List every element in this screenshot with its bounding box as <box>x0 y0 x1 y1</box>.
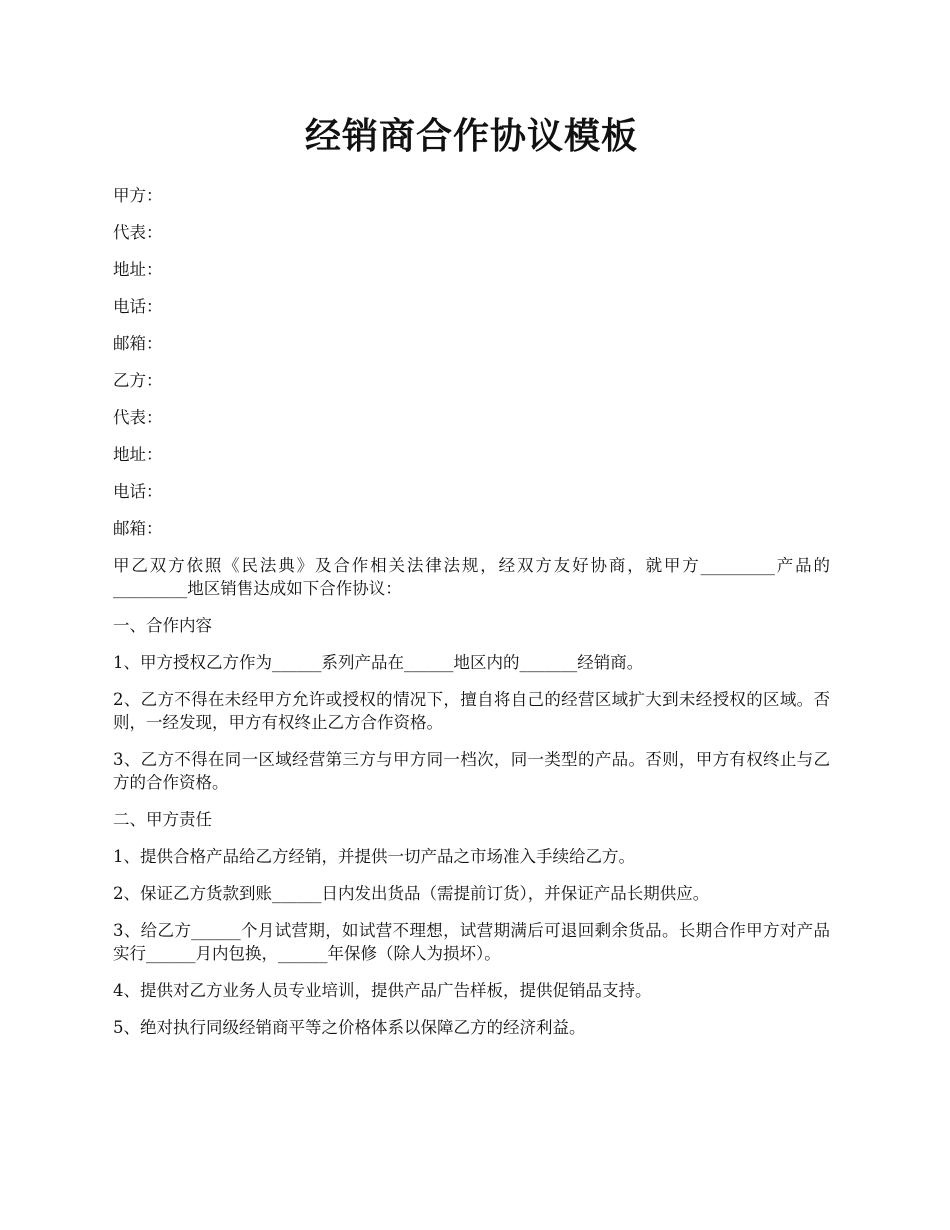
party-b-address-label: 地址： <box>113 445 163 464</box>
party-a-address-label: 地址： <box>113 260 163 279</box>
party-b-name-label: 乙方： <box>113 371 163 390</box>
party-a-representative-label: 代表： <box>113 223 163 242</box>
section-heading-cooperation: 一、合作内容 <box>113 616 212 635</box>
clause-1-2: 2、乙方不得在未经甲方允许或授权的情况下，擅自将自己的经营区域扩大到未经授权的区域。否则，一经发现，甲方有权终止乙方合作资格。 <box>113 690 830 732</box>
clause-1-1: 1、甲方授权乙方作为______系列产品在______地区内的_______经销商。 <box>113 653 644 672</box>
document-title: 经销商合作协议模板 <box>304 115 638 157</box>
party-b-phone-label: 电话： <box>113 482 163 501</box>
clause-2-3: 3、给乙方______个月试营期，如试营不理想，试营期满后可退回剩余货品。长期合作甲方对产品实行______月内包换，______年保修（除人为损坏）。 <box>113 921 830 963</box>
clause-1-3: 3、乙方不得在同一区域经营第三方与甲方同一档次，同一类型的产品。否则，甲方有权终止与乙方的合作资格。 <box>113 750 830 792</box>
section-heading-party-a-duties: 二、甲方责任 <box>113 810 212 829</box>
clause-2-5: 5、绝对执行同级经销商平等之价格体系以保障乙方的经济利益。 <box>113 1018 586 1037</box>
party-b-representative-label: 代表： <box>113 408 163 427</box>
clause-2-1: 1、提供合格产品给乙方经销，并提供一切产品之市场准入手续给乙方。 <box>113 847 635 866</box>
party-a-phone-label: 电话： <box>113 297 163 316</box>
party-a-email-label: 邮箱： <box>113 334 163 353</box>
party-b-email-label: 邮箱： <box>113 519 163 538</box>
clause-2-4: 4、提供对乙方业务人员专业培训，提供产品广告样板，提供促销品支持。 <box>113 981 652 1000</box>
intro-paragraph: 甲乙双方依照《民法典》及合作相关法律法规，经双方友好协商，就甲方_________产品的_________地区销售达成如下合作协议： <box>113 556 830 598</box>
party-a-name-label: 甲方： <box>113 186 163 205</box>
clause-2-2: 2、保证乙方货款到账______日内发出货品（需提前订货），并保证产品长期供应。 <box>113 884 710 903</box>
